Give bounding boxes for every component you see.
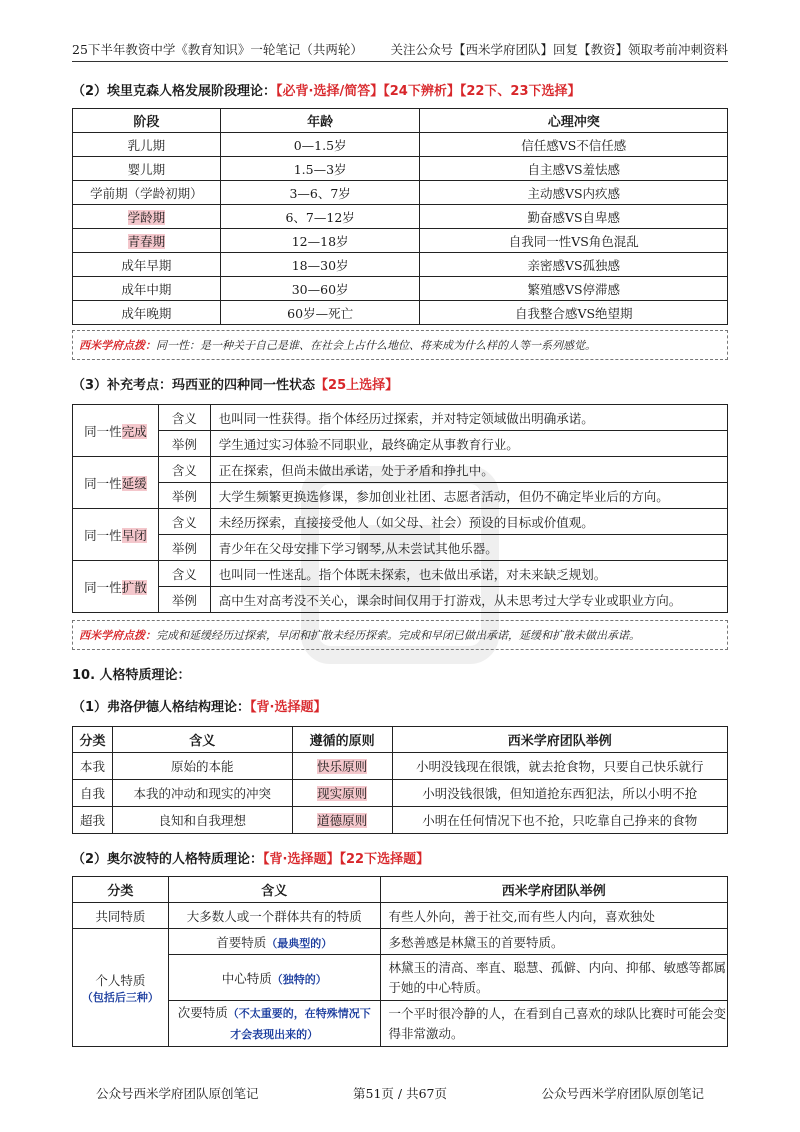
table-row: 成年中期 30—60岁 繁殖感VS停滞感 xyxy=(73,277,728,301)
table-row: 举例 学生通过实习体验不同职业，最终确定从事教育行业。 xyxy=(73,431,728,457)
table-row: 同一性延缓 含义 正在探索，但尚未做出承诺，处于矛盾和挣扎中。 xyxy=(73,457,728,483)
section-marcia-title: （3）补充考点：玛西亚的四种同一性状态【25上选择】 xyxy=(72,378,399,393)
allport-table: 分类 含义 西米学府团队举例 共同特质 大多数人或一个群体共有的特质 有些人外向，善于社交,而有些人内向，喜欢独处 个人特质 （包括后三种） 首要特质（最典型的） 多愁善感是林黛玉的首要特质。 中心特质（独特的） 林黛玉的清高、率直、聪慧、孤僻、内向、抑郁、敏感等都属于她的中心特质。 次要特质（不太重要的，在特殊情况下才会表现出来的） 一个平时很冷静的人，在看到自己喜欢的球队比赛时可能会变得非常激动。 xyxy=(72,876,728,1047)
header-right: 关注公众号【西米学府团队】回复【教资】领取考前冲刺资料 xyxy=(390,42,728,57)
section-erikson-title: （2）埃里克森人格发展阶段理论：【必背·选择/简答】【24下辨析】【22下、23下选择】 xyxy=(72,84,581,99)
table-row: 学前期（学龄初期） 3—6、7岁 主动感VS内疚感 xyxy=(73,181,728,205)
col-stage: 阶段 xyxy=(73,109,221,133)
table-row: 同一性早闭 含义 未经历探索，直接接受他人（如父母、社会）预设的目标或价值观。 xyxy=(73,509,728,535)
marcia-table xyxy=(72,404,728,613)
table-row: 本我 原始的本能 快乐原则 小明没钱现在很饿，就去抢食物，只要自己快乐就行 xyxy=(73,753,728,780)
section-allport-tags: 【背·选择题】【22下选择题】 xyxy=(263,852,430,867)
table-row: 中心特质（独特的） 林黛玉的清高、率直、聪慧、孤僻、内向、抑郁、敏感等都属于她的中心特质。 xyxy=(73,955,728,1001)
table-row: 举例 大学生频繁更换选修课，参加创业社团、志愿者活动，但仍不确定毕业后的方向。 xyxy=(73,483,728,509)
tip-box-marcia: 西米学府点拨：完成和延缓经历过探索，早闭和扩散未经历探索。完成和早闭已做出承诺，延缓和扩散未做出承诺。 xyxy=(72,620,728,650)
col-age: 年龄 xyxy=(220,109,420,133)
col-conflict: 心理冲突 xyxy=(420,109,728,133)
table-row: 乳儿期 0—1.5岁 信任感VS不信任感 xyxy=(73,133,728,157)
section-marcia-tags: 【25上选择】 xyxy=(315,378,399,393)
table-row: 成年晚期 60岁—死亡 自我整合感VS绝望期 xyxy=(73,301,728,325)
tip-box-identity: 西米学府点拨：同一性：是一种关于自己是谁、在社会上占什么地位、将来成为什么样的人等一系列感觉。 xyxy=(72,330,728,360)
footer-right: 公众号西米学府团队原创笔记 xyxy=(541,1086,704,1101)
table-row: 成年早期 18—30岁 亲密感VS孤独感 xyxy=(73,253,728,277)
table-row: 共同特质 大多数人或一个群体共有的特质 有些人外向，善于社交,而有些人内向，喜欢独处 xyxy=(73,903,728,929)
table-row: 举例 青少年在父母安排下学习钢琴,从未尝试其他乐器。 xyxy=(73,535,728,561)
table-row: 自我 本我的冲动和现实的冲突 现实原则 小明没钱很饿，但知道抢东西犯法，所以小明不抢 xyxy=(73,780,728,807)
section-freud-tags: 【背·选择题】 xyxy=(250,700,327,715)
table-row: 次要特质（不太重要的，在特殊情况下才会表现出来的） 一个平时很冷静的人，在看到自己喜欢的球队比赛时可能会变得非常激动。 xyxy=(73,1001,728,1047)
page-number: 第51页 / 共67页 xyxy=(353,1086,447,1101)
table-row: 婴儿期 1.5—3岁 自主感VS羞怯感 xyxy=(73,157,728,181)
section-erikson-tags: 【必背·选择/简答】【24下辨析】【22下、23下选择】 xyxy=(276,84,581,99)
section-allport-title: （2）奥尔波特的人格特质理论：【背·选择题】【22下选择题】 xyxy=(72,852,430,867)
footer-left: 公众号西米学府团队原创笔记 xyxy=(96,1086,259,1101)
table-row: 青春期 12—18岁 自我同一性VS角色混乱 xyxy=(73,229,728,253)
table-row: 同一性扩散 含义 也叫同一性迷乱。指个体既未探索，也未做出承诺，对未来缺乏规划。 xyxy=(73,561,728,587)
table-row: 同一性完成 含义 也叫同一性获得。指个体经历过探索，并对特定领域做出明确承诺。 xyxy=(73,405,728,431)
section-trait-heading: 10. 人格特质理论： xyxy=(72,668,191,683)
page-header xyxy=(72,36,728,62)
table-row: 学龄期 6、7—12岁 勤奋感VS自卑感 xyxy=(73,205,728,229)
erikson-table xyxy=(72,108,728,325)
table-row: 个人特质 （包括后三种） 首要特质（最典型的） 多愁善感是林黛玉的首要特质。 xyxy=(73,929,728,955)
table-row: 超我 良知和自我理想 道德原则 小明在任何情况下也不抢，只吃靠自己挣来的食物 xyxy=(73,807,728,834)
section-freud-title: （1）弗洛伊德人格结构理论：【背·选择题】 xyxy=(72,700,327,715)
header-left: 25下半年教资中学《教育知识》一轮笔记（共两轮） xyxy=(72,42,363,57)
table-row: 举例 高中生对高考没不关心，课余时间仅用于打游戏，从未思考过大学专业或职业方向。 xyxy=(73,587,728,613)
freud-table: 分类 含义 遵循的原则 西米学府团队举例 本我 原始的本能 快乐原则 小明没钱现在很饿，就去抢食物，只要自己快乐就行 自我 本我的冲动和现实的冲突 现实原则 小明没钱很饿，但知道抢东西犯法，所以小明不抢 超我 良知和自我理想 道德原则 小明在任何情况下也不抢，只吃靠自己挣来的食物 xyxy=(72,726,728,834)
